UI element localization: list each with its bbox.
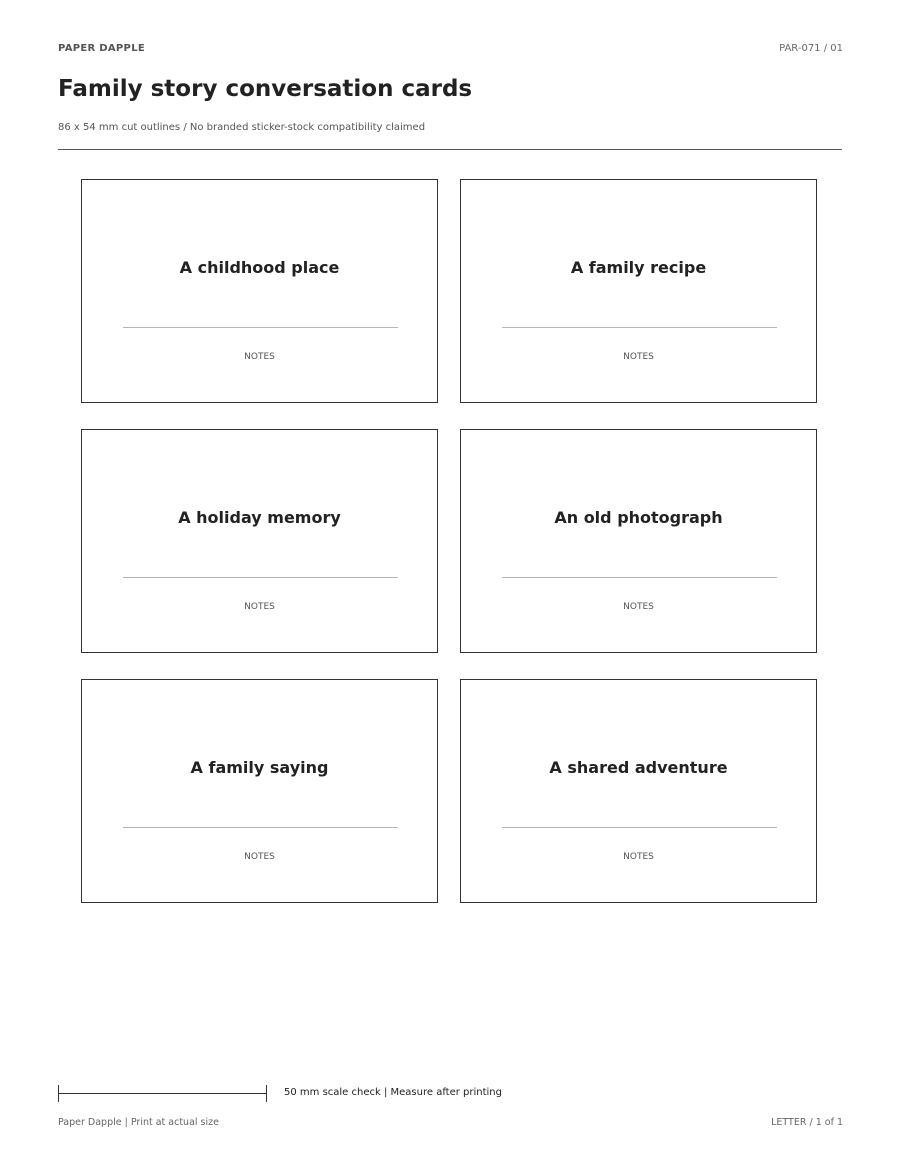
notes-label: NOTES [623,852,654,862]
notes-label: NOTES [623,352,654,362]
card-prompt: A holiday memory [178,508,341,527]
scale-bar [58,1085,267,1102]
notes-label: NOTES [244,852,275,862]
notes-line [502,577,777,578]
header-divider [58,149,842,150]
notes-line [502,827,777,828]
notes-label: NOTES [244,352,275,362]
page-info: LETTER / 1 of 1 [771,1117,843,1128]
notes-line [123,327,398,328]
notes-label: NOTES [623,602,654,612]
conversation-card [81,429,438,653]
notes-label: NOTES [244,602,275,612]
conversation-card [81,679,438,903]
brand-name: PAPER DAPPLE [58,43,145,54]
conversation-card [460,179,817,403]
scale-bar-right-tick [266,1085,267,1102]
card-prompt: A family saying [190,758,329,777]
card-prompt: A childhood place [179,258,340,277]
scale-bar-line [58,1093,267,1094]
scale-check-label: 50 mm scale check | Measure after printing [284,1087,502,1098]
notes-line [502,327,777,328]
notes-line [123,827,398,828]
notes-line [123,577,398,578]
page-subtitle: 86 x 54 mm cut outlines / No branded sticker-stock compatibility claimed [58,122,426,133]
conversation-card [460,429,817,653]
page-title: Family story conversation cards [58,76,473,102]
card-prompt: An old photograph [554,508,723,527]
document-id: PAR-071 / 01 [779,43,843,54]
footer-credit: Paper Dapple | Print at actual size [58,1117,219,1128]
card-prompt: A shared adventure [549,758,728,777]
conversation-card [460,679,817,903]
card-prompt: A family recipe [570,258,707,277]
conversation-card [81,179,438,403]
